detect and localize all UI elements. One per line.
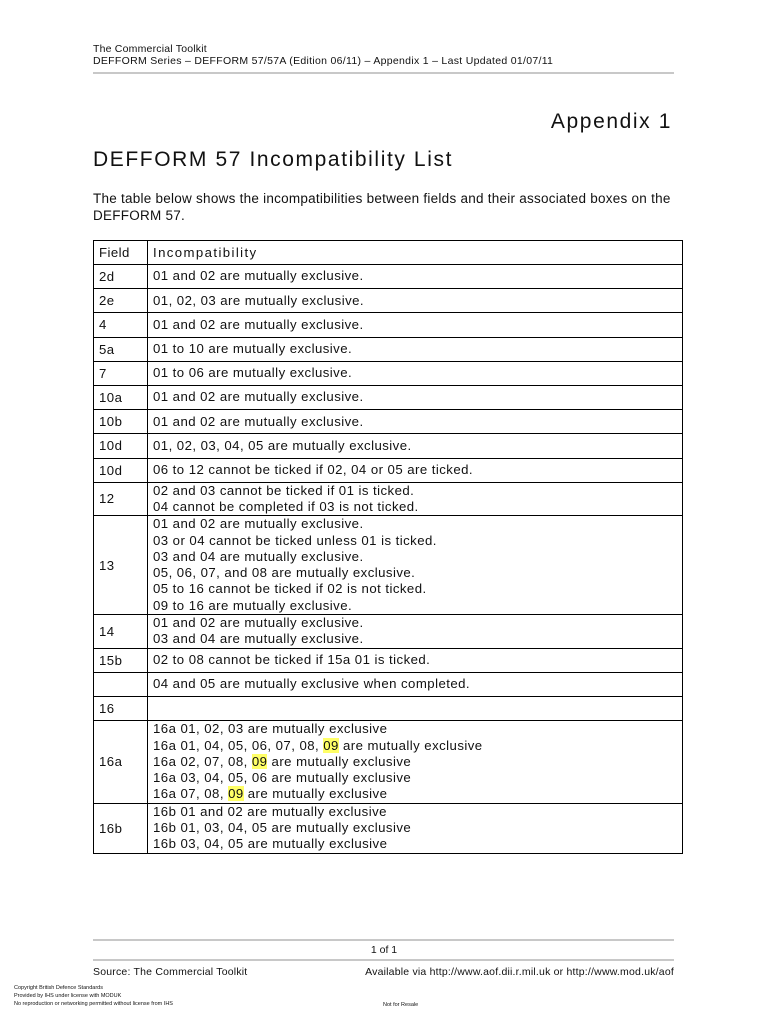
field-cell	[94, 672, 148, 696]
text-segment: 16a 02, 07, 08,	[153, 753, 252, 769]
field-cell: 2e	[94, 289, 148, 313]
incompatibility-line: 02 to 08 cannot be ticked if 15a 01 is ticked.	[153, 652, 431, 668]
incompatibility-line	[153, 786, 682, 802]
table-row	[94, 361, 683, 385]
table-row	[94, 803, 683, 853]
field-cell: 16a	[94, 721, 148, 803]
copyright-line-2: Provided by IHS under license with MODUK	[14, 993, 122, 999]
incompatibility-cell	[148, 458, 683, 482]
not-for-resale-note: Not for Resale	[383, 1002, 419, 1008]
incompatibility-line: 03 and 04 are mutually exclusive.	[153, 631, 364, 647]
incompatibility-line	[153, 721, 682, 737]
appendix-label: Appendix 1	[550, 110, 672, 133]
incompatibility-line: 05, 06, 07, and 08 are mutually exclusive.	[153, 565, 416, 581]
incompatibility-line: 16b 01, 03, 04, 05 are mutually exclusive	[153, 820, 412, 835]
incompatibility-line	[153, 770, 682, 786]
incompatibility-line: 01 and 02 are mutually exclusive.	[153, 389, 364, 405]
incompatibility-line: 01 to 06 are mutually exclusive.	[153, 365, 353, 381]
table-header-row	[94, 241, 683, 265]
highlighted-text: 09	[228, 786, 244, 802]
table-row	[94, 648, 683, 672]
table-row	[94, 410, 683, 434]
field-cell: 7	[94, 361, 148, 385]
table-row	[94, 721, 683, 803]
incompatibility-line: 01, 02, 03, 04, 05 are mutually exclusive.	[153, 437, 412, 453]
table-row	[94, 289, 683, 313]
incompatibility-line: 03 and 04 are mutually exclusive.	[153, 548, 364, 564]
text-segment: 16a 03, 04, 05, 06 are mutually exclusive	[153, 770, 412, 786]
highlighted-text: 09	[323, 737, 339, 753]
incompatibility-cell	[148, 648, 683, 672]
intro-paragraph: The table below shows the incompatibilities between fields and their associated boxes on the DEFFORM 57.	[93, 191, 671, 223]
incompatibility-cell	[148, 482, 683, 516]
incompatibility-cell	[148, 313, 683, 337]
incompatibility-line: 01 and 02 are mutually exclusive.	[153, 268, 364, 284]
field-cell: 10d	[94, 458, 148, 482]
table-row	[94, 516, 683, 615]
table-row	[94, 697, 683, 721]
text-segment: 16a 07, 08,	[153, 786, 229, 802]
table-row	[94, 313, 683, 337]
field-cell: 10a	[94, 385, 148, 409]
table-row	[94, 434, 683, 458]
incompatibility-line: 02 and 03 cannot be ticked if 01 is ticked.	[153, 482, 415, 498]
field-cell: 16	[94, 697, 148, 721]
table-row	[94, 385, 683, 409]
incompatibility-line: 05 to 16 cannot be ticked if 02 is not ticked.	[153, 581, 427, 597]
page-title: DEFFORM 57 Incompatibility List	[93, 148, 454, 171]
highlighted-text: 09	[251, 753, 268, 769]
incompatibility-cell	[148, 803, 683, 853]
field-cell: 10b	[94, 410, 148, 434]
table-row	[94, 482, 683, 516]
table-row	[94, 458, 683, 482]
incompatibility-cell	[148, 697, 683, 721]
text-segment: are mutually exclusive	[267, 753, 412, 769]
incompatibility-table	[93, 240, 683, 854]
table-body	[94, 265, 683, 854]
source-text: Source: The Commercial Toolkit	[93, 966, 248, 978]
header-divider	[93, 72, 674, 74]
incompatibility-cell	[148, 721, 683, 803]
field-cell: 5a	[94, 337, 148, 361]
incompatibility-line: 16b 03, 04, 05 are mutually exclusive	[153, 836, 388, 852]
text-segment: 16a 01, 02, 03 are mutually exclusive	[153, 721, 388, 737]
incompatibility-line: 01 to 10 are mutually exclusive.	[153, 341, 353, 356]
incompatibility-cell	[148, 516, 683, 615]
table-row	[94, 337, 683, 361]
incompatibility-line: 01 and 02 are mutually exclusive.	[153, 516, 364, 532]
incompatibility-cell	[148, 337, 683, 361]
field-cell: 13	[94, 516, 148, 615]
header-toolkit-name: The Commercial Toolkit	[93, 43, 207, 55]
table-row	[94, 672, 683, 696]
copyright-line-1: Copyright British Defence Standards	[14, 985, 103, 991]
incompatibility-cell	[148, 672, 683, 696]
incompatibility-line: 16b 01 and 02 are mutually exclusive	[153, 803, 387, 819]
incompatibility-cell	[148, 434, 683, 458]
incompatibility-cell	[148, 615, 683, 649]
text-segment: are mutually exclusive	[243, 786, 388, 802]
footer-divider-lower	[93, 959, 674, 961]
field-cell: 16b	[94, 803, 148, 853]
table-row	[94, 265, 683, 289]
incompatibility-cell	[148, 265, 683, 289]
field-cell: 15b	[94, 648, 148, 672]
incompatibility-line	[153, 738, 682, 754]
incompatibility-line: 01 and 02 are mutually exclusive.	[153, 615, 364, 631]
field-cell: 10d	[94, 434, 148, 458]
incompatibility-line	[153, 754, 682, 770]
incompatibility-line: 04 and 05 are mutually exclusive when completed.	[153, 676, 471, 692]
incompatibility-cell	[148, 385, 683, 409]
text-segment: 16a 01, 04, 05, 06, 07, 08,	[153, 737, 324, 753]
copyright-line-3: No reproduction or networking permitted without license from IHS	[14, 1001, 173, 1007]
table-row	[94, 615, 683, 649]
incompatibility-cell	[148, 361, 683, 385]
incompatibility-cell	[148, 410, 683, 434]
incompatibility-line: 01 and 02 are mutually exclusive.	[153, 413, 364, 429]
column-header-field: Field	[94, 241, 148, 265]
field-cell: 2d	[94, 265, 148, 289]
incompatibility-cell	[148, 289, 683, 313]
incompatibility-line: 01, 02, 03 are mutually exclusive.	[153, 292, 365, 308]
text-segment: are mutually exclusive	[338, 737, 483, 753]
incompatibility-line: 01 and 02 are mutually exclusive.	[153, 316, 364, 332]
incompatibility-line: 03 or 04 cannot be ticked unless 01 is ticked.	[153, 532, 437, 548]
availability-text: Available via http://www.aof.dii.r.mil.uk or http://www.mod.uk/aof	[365, 966, 674, 978]
column-header-incompatibility: Incompatibility	[148, 241, 683, 265]
page-number: 1 of 1	[370, 944, 398, 956]
incompatibility-line: 06 to 12 cannot be ticked if 02, 04 or 05 are ticked.	[153, 461, 474, 477]
field-cell: 4	[94, 313, 148, 337]
field-cell: 12	[94, 482, 148, 516]
header-document-info: DEFFORM Series – DEFFORM 57/57A (Edition 06/11) – Appendix 1 – Last Updated 01/07/11	[93, 55, 554, 67]
incompatibility-line: 09 to 16 are mutually exclusive.	[153, 597, 353, 613]
field-cell: 14	[94, 615, 148, 649]
incompatibility-line: 04 cannot be completed if 03 is not ticked.	[153, 498, 419, 514]
footer-divider	[93, 939, 674, 941]
